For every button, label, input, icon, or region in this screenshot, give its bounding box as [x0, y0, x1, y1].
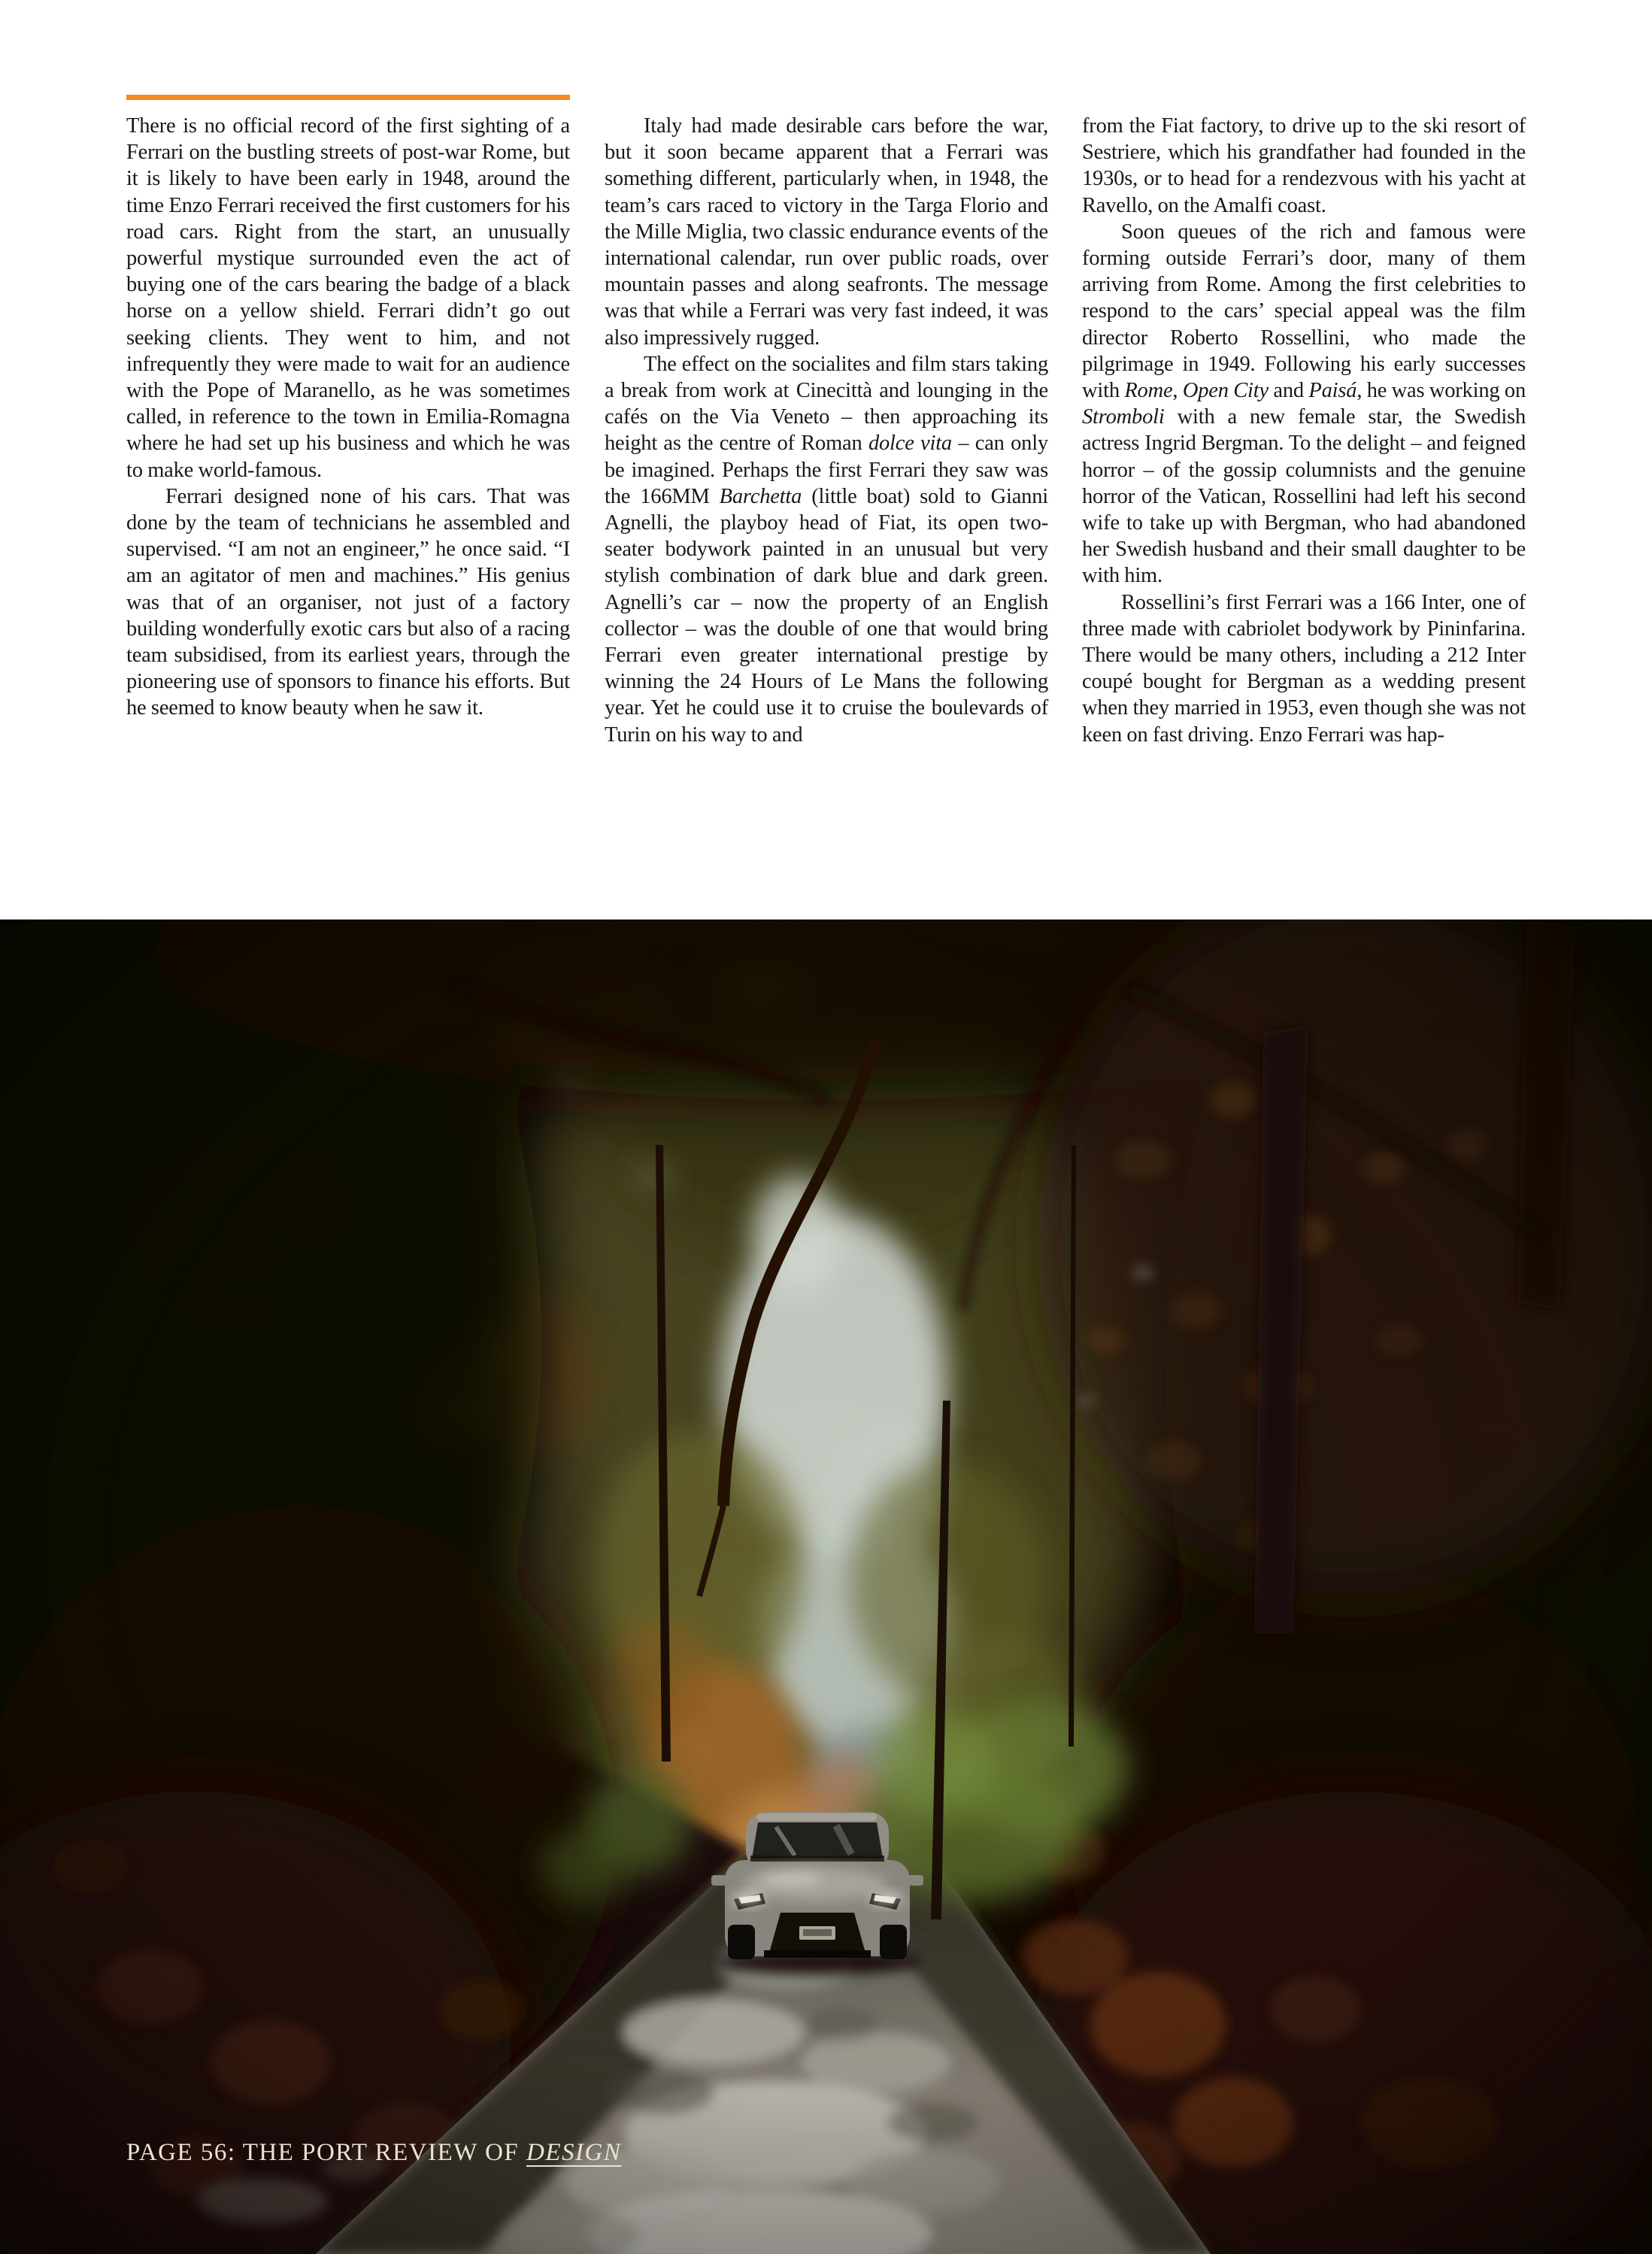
article-paragraph: Soon queues of the rich and famous were forming outside Ferrari’s door, many of them arriving from Rome. Among the first celebrities to respond to the cars’ special appeal was the film director Roberto Rossellini, who made the pilgrimage in 1949. Following his early successes with Rome, Open City and Paisá, he was working on Stromboli with a new female star, the Swedish actress Ingrid Bergman. To the delight – and feigned horror – of the gossip columnists and the genuine horror of the Vatican, Rossellini had left his second wife to take up with Bergman, who had abandoned her Swedish husband and their small daughter to be with him. — [1082, 220, 1526, 588]
caption-title: DESIGN — [526, 2139, 622, 2166]
text-column-1 — [126, 113, 570, 722]
article-paragraph: Ferrari designed none of his cars. That was done by the team of technicians he assembled and supervised. “I am not an engineer,” he once said. “I am an agitator of men and machines.” His genius was that of an organiser, not just of a factory building wonderfully exotic cars but also of a racing team subsidised, from its earliest years, through the pioneering use of sponsors to finance his efforts. But he seemed to know beauty when he saw it. — [126, 484, 570, 720]
vignette — [0, 919, 1652, 2254]
article-paragraph: The effect on the socialites and film stars taking a break from work at Cinecittà and lounging in the cafés on the Via Veneto – then approaching its height as the centre of Roman dolce vita – can only be imagined. Perhaps the first Ferrari they saw was the 166MM Barchetta (little boat) sold to Gianni Agnelli, the playboy head of Fiat, its open two-seater bodywork painted in an unusual but very stylish combination of dark blue and dark green. Agnelli’s car – now the property of an English collector – was the double of one that would bring Ferrari even greater international prestige by winning the 24 Hours of Le Mans the following year. Yet he could use it to cruise the boulevards of Turin on his way to and — [605, 352, 1048, 747]
text-column-2 — [605, 113, 1048, 748]
article-paragraph: Rossellini’s first Ferrari was a 166 Inter, one of three made with cabriolet bodywork by Pininfarina. There would be many others, including a 212 Inter coupé bought for Bergman as a wedding present when they married in 1953, even though she was not keen on fast driving. Enzo Ferrari was hap- — [1082, 590, 1526, 747]
section-rule — [126, 95, 570, 100]
road-photo-illustration — [0, 919, 1652, 2254]
text-column-3 — [1082, 113, 1526, 748]
road-photo — [0, 919, 1652, 2254]
article-paragraph: There is no official record of the first sighting of a Ferrari on the bustling streets of post-war Rome, but it is likely to have been early in 1948, around the time Enzo Ferrari received the first customers for his road cars. Right from the start, an unusually powerful mystique surrounded even the act of buying one of the cars bearing the badge of a black horse on a yellow shield. Ferrari didn’t go out seeking clients. They went to him, and not infrequently they were made to wait for an audience with the Pope of Maranello, as he was sometimes called, in reference to the town in Emilia-Romagna where he had set up his business and which he was to make world-famous. — [126, 114, 570, 482]
article-paragraph: from the Fiat factory, to drive up to the ski resort of Sestriere, which his grandfather had founded in the 1930s, or to head for a rendezvous with his yacht at Ravello, on the Amalfi coast. — [1082, 114, 1526, 217]
caption-text: PAGE 56: THE PORT REVIEW OF — [126, 2139, 527, 2166]
photo-caption — [126, 2139, 621, 2167]
article-paragraph: Italy had made desirable cars before the war, but it soon became apparent that a Ferrari was something different, particularly when, in 1948, the team’s cars raced to victory in the Targa Florio and the Mille Miglia, two classic endurance events of the international calendar, run over public roads, over mountain passes and along seafronts. The message was that while a Ferrari was very fast indeed, it was also impressively rugged. — [605, 114, 1048, 350]
